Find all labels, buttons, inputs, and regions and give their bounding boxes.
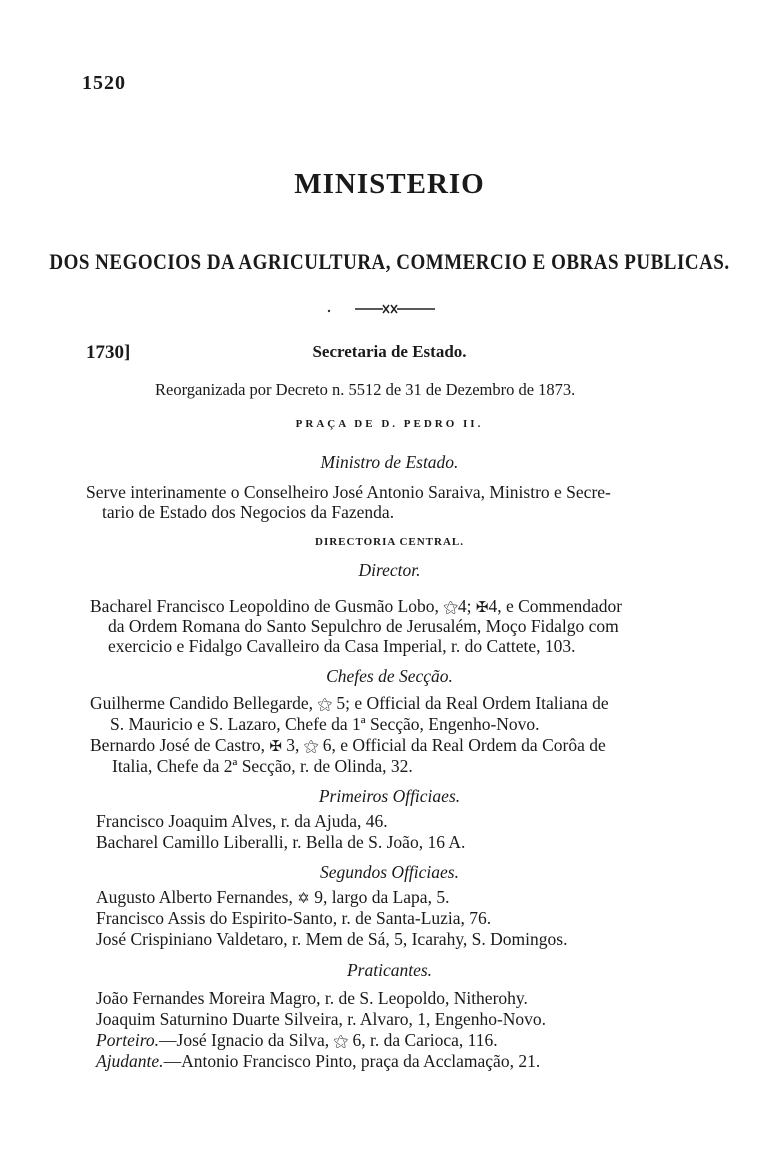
chefe-2-detail: 6, e Official da Real Ordem da Corôa de [322,735,606,755]
chefe-2-line-2: Italia, Chefe da 2ª Secção, r. de Olinda, 32. [112,756,413,776]
ajudante-name: —Antonio Francisco Pinto, praça da Acclamação, 21. [163,1051,541,1071]
praticante-2: Joaquim Saturnino Duarte Silveira, r. Alvaro, 1, Engenho-Novo. [96,1009,547,1029]
page-subtitle: DOS NEGOCIOS DA AGRICULTURA, COMMERCIO E OBRAS PUBLICAS. [49,250,730,275]
section-title: Secretaria de Estado. [312,342,467,361]
director-line-1 [90,596,622,617]
directory-heading: DIRECTORIA CENTRAL. [315,536,464,548]
order-insignia-icon: ⚝ [443,600,458,616]
chefe-1-line-1 [90,693,609,714]
primeiros-heading: Primeiros Officiaes. [318,786,461,806]
cross-icon: ✠ [475,600,489,616]
minister-line-1: Serve interinamente o Conselheiro José Antonio Saraiva, Ministro e Secre- [86,482,611,502]
chefe-1-name: Guilherme Candido Bellegarde, [90,693,314,713]
director-order-2: 4, e Commendador [488,596,623,616]
director-heading: Director. [358,560,421,580]
director-line-3: exercicio e Fidalgo Cavalleiro da Casa Imperial, r. do Cattete, 103. [108,636,576,656]
segundo-2: Francisco Assis do Espirito-Santo, r. de Santa-Luzia, 76. [96,908,492,928]
cross-icon: ✠ [269,739,282,755]
segundo-3: José Crispiniano Valdetaro, r. Mem de Sá, 5, Icarahy, S. Domingos. [96,929,568,949]
porteiro-label: Porteiro. [96,1030,160,1050]
porteiro-address: 6, r. da Carioca, 116. [352,1030,498,1050]
primeiro-2: Bacharel Camillo Liberalli, r. Bella de S. João, 16 A. [96,832,466,852]
segundo-1-address: 9, largo da Lapa, 5. [314,887,450,907]
segundo-1 [96,887,449,908]
ornament-divider-icon [325,302,445,316]
ajudante-label: Ajudante. [96,1051,164,1071]
director-name: Bacharel Francisco Leopoldino de Gusmão Lobo, [90,596,439,616]
praticantes-heading: Praticantes. [346,960,433,980]
star-icon: ✡ [297,891,310,907]
ajudante-line [96,1051,540,1072]
chefe-1-detail: 5; e Official da Real Ordem Italiana de [336,693,609,713]
page-title: MINISTERIO [294,168,485,200]
director-order-1: 4; [457,596,472,616]
minister-line-2: tario de Estado dos Negocios da Fazenda. [102,502,395,522]
minister-heading: Ministro de Estado. [320,452,459,472]
reorganized-line: Reorganizada por Decreto n. 5512 de 31 de Dezembro de 1873. [155,380,576,399]
segundo-1-name: Augusto Alberto Fernandes, [96,887,293,907]
director-line-2: da Ordem Romana do Santo Sepulchro de Jerusalém, Moço Fidalgo com [108,616,619,636]
porteiro-name: —José Ignacio da Silva, [159,1030,330,1050]
primeiro-1: Francisco Joaquim Alves, r. da Ajuda, 46. [96,811,388,831]
chefe-2-line-1 [90,735,606,756]
chefe-1-line-2: S. Mauricio e S. Lazaro, Chefe da 1ª Secção, Engenho-Novo. [110,714,540,734]
entry-number: 1730] [86,342,131,363]
chefe-2-order-1: 3, [286,735,300,755]
praticante-1: João Fernandes Moreira Magro, r. de S. Leopoldo, Nitherohy. [96,988,528,1008]
order-insignia-icon: ⚝ [317,697,333,713]
order-insignia-icon: ⚝ [303,739,319,755]
address-heading: PRAÇA DE D. PEDRO II. [295,418,484,430]
segundos-heading: Segundos Officiaes. [319,862,459,882]
page-number: 1520 [82,72,126,94]
chefes-heading: Chefes de Secção. [326,666,453,686]
porteiro-line [96,1030,498,1051]
chefe-2-name: Bernardo José de Castro, [90,735,265,755]
order-insignia-icon: ⚝ [333,1034,349,1050]
